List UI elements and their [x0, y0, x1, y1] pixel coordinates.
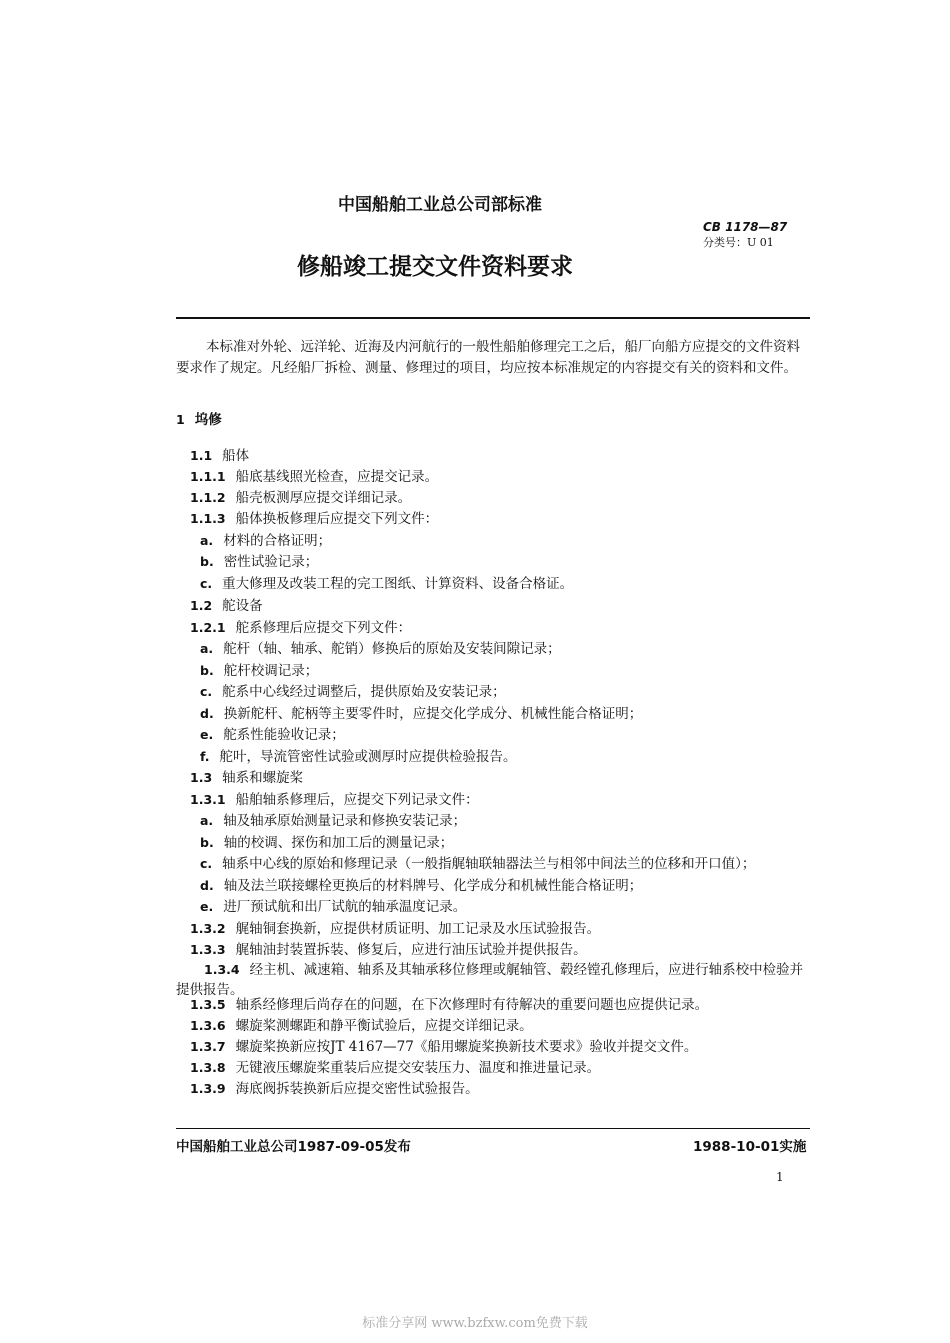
clause-item: [200, 874, 642, 894]
clause-number: a.: [200, 813, 214, 828]
clause-text: 船体: [222, 448, 250, 464]
clause-text: 舵杆校调记录；: [223, 663, 319, 679]
clause-number: 1.3.5: [190, 997, 226, 1012]
clause-number: a.: [200, 641, 214, 656]
clause-text: 轴系经修理后尚存在的问题，在下次修理时有待解决的重要问题也应提供记录。: [235, 997, 709, 1013]
clause-text: 海底阀拆装换新后应提交密性试验报告。: [235, 1081, 479, 1097]
clause-text: 船体换板修理后应提交下列文件：: [235, 511, 439, 527]
clause-number: 1.3.4: [204, 962, 240, 977]
clause-item: [200, 702, 642, 722]
clause-item: [190, 594, 263, 614]
clause-number: 1.3: [190, 770, 213, 785]
clause-text: 重大修理及改装工程的完工图纸、计算资料、设备合格证。: [222, 576, 574, 592]
clause-text: 船壳板测厚应提交详细记录。: [235, 490, 412, 506]
clause-item: [190, 766, 303, 786]
clause-item: [200, 723, 345, 743]
clause-text: 螺旋桨测螺距和静平衡试验后，应提交详细记录。: [235, 1018, 533, 1034]
clause-number: f.: [200, 749, 210, 764]
clause-number: 1.3.7: [190, 1039, 226, 1054]
clause-item: [200, 809, 466, 829]
clause-item: [200, 895, 466, 915]
clause-number: b.: [200, 835, 214, 850]
clause-number: 1.3.1: [190, 792, 226, 807]
clause-text: 艉轴铜套换新，应提供材质证明、加工记录及水压试验报告。: [235, 921, 601, 937]
clause-item: [176, 408, 222, 428]
clause-number: e.: [200, 899, 214, 914]
clause-number: 1.3.9: [190, 1081, 226, 1096]
clause-item: [190, 1014, 533, 1034]
clause-item: [190, 1056, 600, 1076]
classification-number: 分类号：U 01: [703, 236, 774, 249]
clause-item: [190, 938, 587, 958]
clause-item: [190, 1035, 697, 1055]
clause-item: [200, 745, 517, 765]
clause-number: 1.3.2: [190, 921, 226, 936]
clause-item: [190, 507, 438, 527]
clause-item: [190, 993, 708, 1013]
clause-item: [190, 486, 411, 506]
clause-text: 轴系中心线的原始和修理记录（一般指艉轴联轴器法兰与相邻中间法兰的位移和开口值）；: [222, 856, 756, 872]
clause-item: [200, 852, 755, 872]
clause-number: b.: [200, 663, 214, 678]
clause-text: 艉轴油封装置拆装、修复后，应进行油压试验并提供报告。: [235, 942, 587, 958]
clause-text: 轴的校调、探伤和加工后的测量记录；: [223, 835, 454, 851]
clause-number: 1.3.3: [190, 942, 226, 957]
clause-item: [200, 529, 331, 549]
footer-divider: [176, 1128, 810, 1129]
clause-text: 舵系修理后应提交下列文件：: [235, 620, 412, 636]
clause-text: 经主机、减速箱、轴系及其轴承移位修理或艉轴管、毂经镗孔修理后，应进行轴系校中检验并提供报告。: [176, 962, 804, 998]
clause-number: a.: [200, 533, 214, 548]
document-title: 修船竣工提交文件资料要求: [297, 254, 573, 280]
clause-number: b.: [200, 554, 214, 569]
clause-item: [190, 444, 249, 464]
clause-text: 船底基线照光检查，应提交记录。: [235, 469, 439, 485]
clause-number: 1.2.1: [190, 620, 226, 635]
clause-number: c.: [200, 856, 213, 871]
clause-item: [200, 572, 573, 592]
clause-number: 1.3.8: [190, 1060, 226, 1075]
site-watermark: 标准分享网 www.bzfxw.com免费下载: [362, 1316, 588, 1331]
clause-item: [200, 680, 506, 700]
clause-item: [190, 465, 438, 485]
clause-text: 轴及轴承原始测量记录和修换安装记录；: [223, 813, 467, 829]
issuing-organization: 中国船舶工业总公司部标准: [338, 195, 542, 215]
clause-text: 材料的合格证明；: [223, 533, 332, 549]
clause-number: 1: [176, 412, 185, 427]
clause-text: 螺旋桨换新应按JT 4167—77《船用螺旋桨换新技术要求》验收并提交文件。: [235, 1039, 698, 1055]
clause-item: [190, 616, 411, 636]
clause-item: [190, 788, 479, 808]
standard-code: CB 1178—87: [703, 220, 788, 234]
clause-number: 1.3.6: [190, 1018, 226, 1033]
page-number: 1: [776, 1170, 784, 1184]
clause-number: d.: [200, 706, 214, 721]
clause-number: d.: [200, 878, 214, 893]
clause-item: [190, 1077, 479, 1097]
clause-number: 1.1: [190, 448, 213, 463]
clause-text: 密性试验记录；: [223, 554, 319, 570]
clause-text: 无键液压螺旋桨重装后应提交安装压力、温度和推进量记录。: [235, 1060, 601, 1076]
issue-date: 中国船舶工业总公司1987-09-05发布: [176, 1139, 411, 1155]
clause-number: 1.1.1: [190, 469, 226, 484]
clause-text: 舵设备: [222, 598, 263, 614]
header-divider: [176, 317, 810, 319]
clause-item: [200, 659, 318, 679]
clause-text: 轴系和螺旋桨: [222, 770, 304, 786]
clause-text: 舵系中心线经过调整后，提供原始及安装记录；: [222, 684, 506, 700]
implementation-date: 1988-10-01实施: [693, 1139, 807, 1155]
clause-number: e.: [200, 727, 214, 742]
clause-number: 1.1.2: [190, 490, 226, 505]
clause-text: 坞修: [194, 412, 222, 428]
clause-text: 换新舵杆、舵柄等主要零件时，应提交化学成分、机械性能合格证明；: [223, 706, 643, 722]
clause-number: c.: [200, 576, 213, 591]
clause-text: 进厂预试航和出厂试航的轴承温度记录。: [223, 899, 467, 915]
clause-number: 1.1.3: [190, 511, 226, 526]
clause-text: 舵系性能验收记录；: [223, 727, 345, 743]
clause-text: 舵叶，导流管密性试验或测厚时应提供检验报告。: [219, 749, 517, 765]
clause-number: 1.2: [190, 598, 213, 613]
clause-item: [200, 831, 453, 851]
clause-text: 轴及法兰联接螺栓更换后的材料牌号、化学成分和机械性能合格证明；: [223, 878, 643, 894]
intro-paragraph: 本标准对外轮、远洋轮、近海及内河航行的一般性船舶修理完工之后，船厂向船方应提交的文件资料要求作了规定。凡经船厂拆检、测量、修理过的项目，均应按本标准规定的内容提交有关的资料和文件。: [176, 339, 800, 376]
clause-text: 舵杆（轴、轴承、舵销）修换后的原始及安装间隙记录；: [223, 641, 561, 657]
clause-item: [200, 550, 318, 570]
clause-text: 船舶轴系修理后，应提交下列记录文件：: [235, 792, 479, 808]
clause-item: [190, 917, 600, 937]
clause-item: [200, 637, 561, 657]
clause-number: c.: [200, 684, 213, 699]
